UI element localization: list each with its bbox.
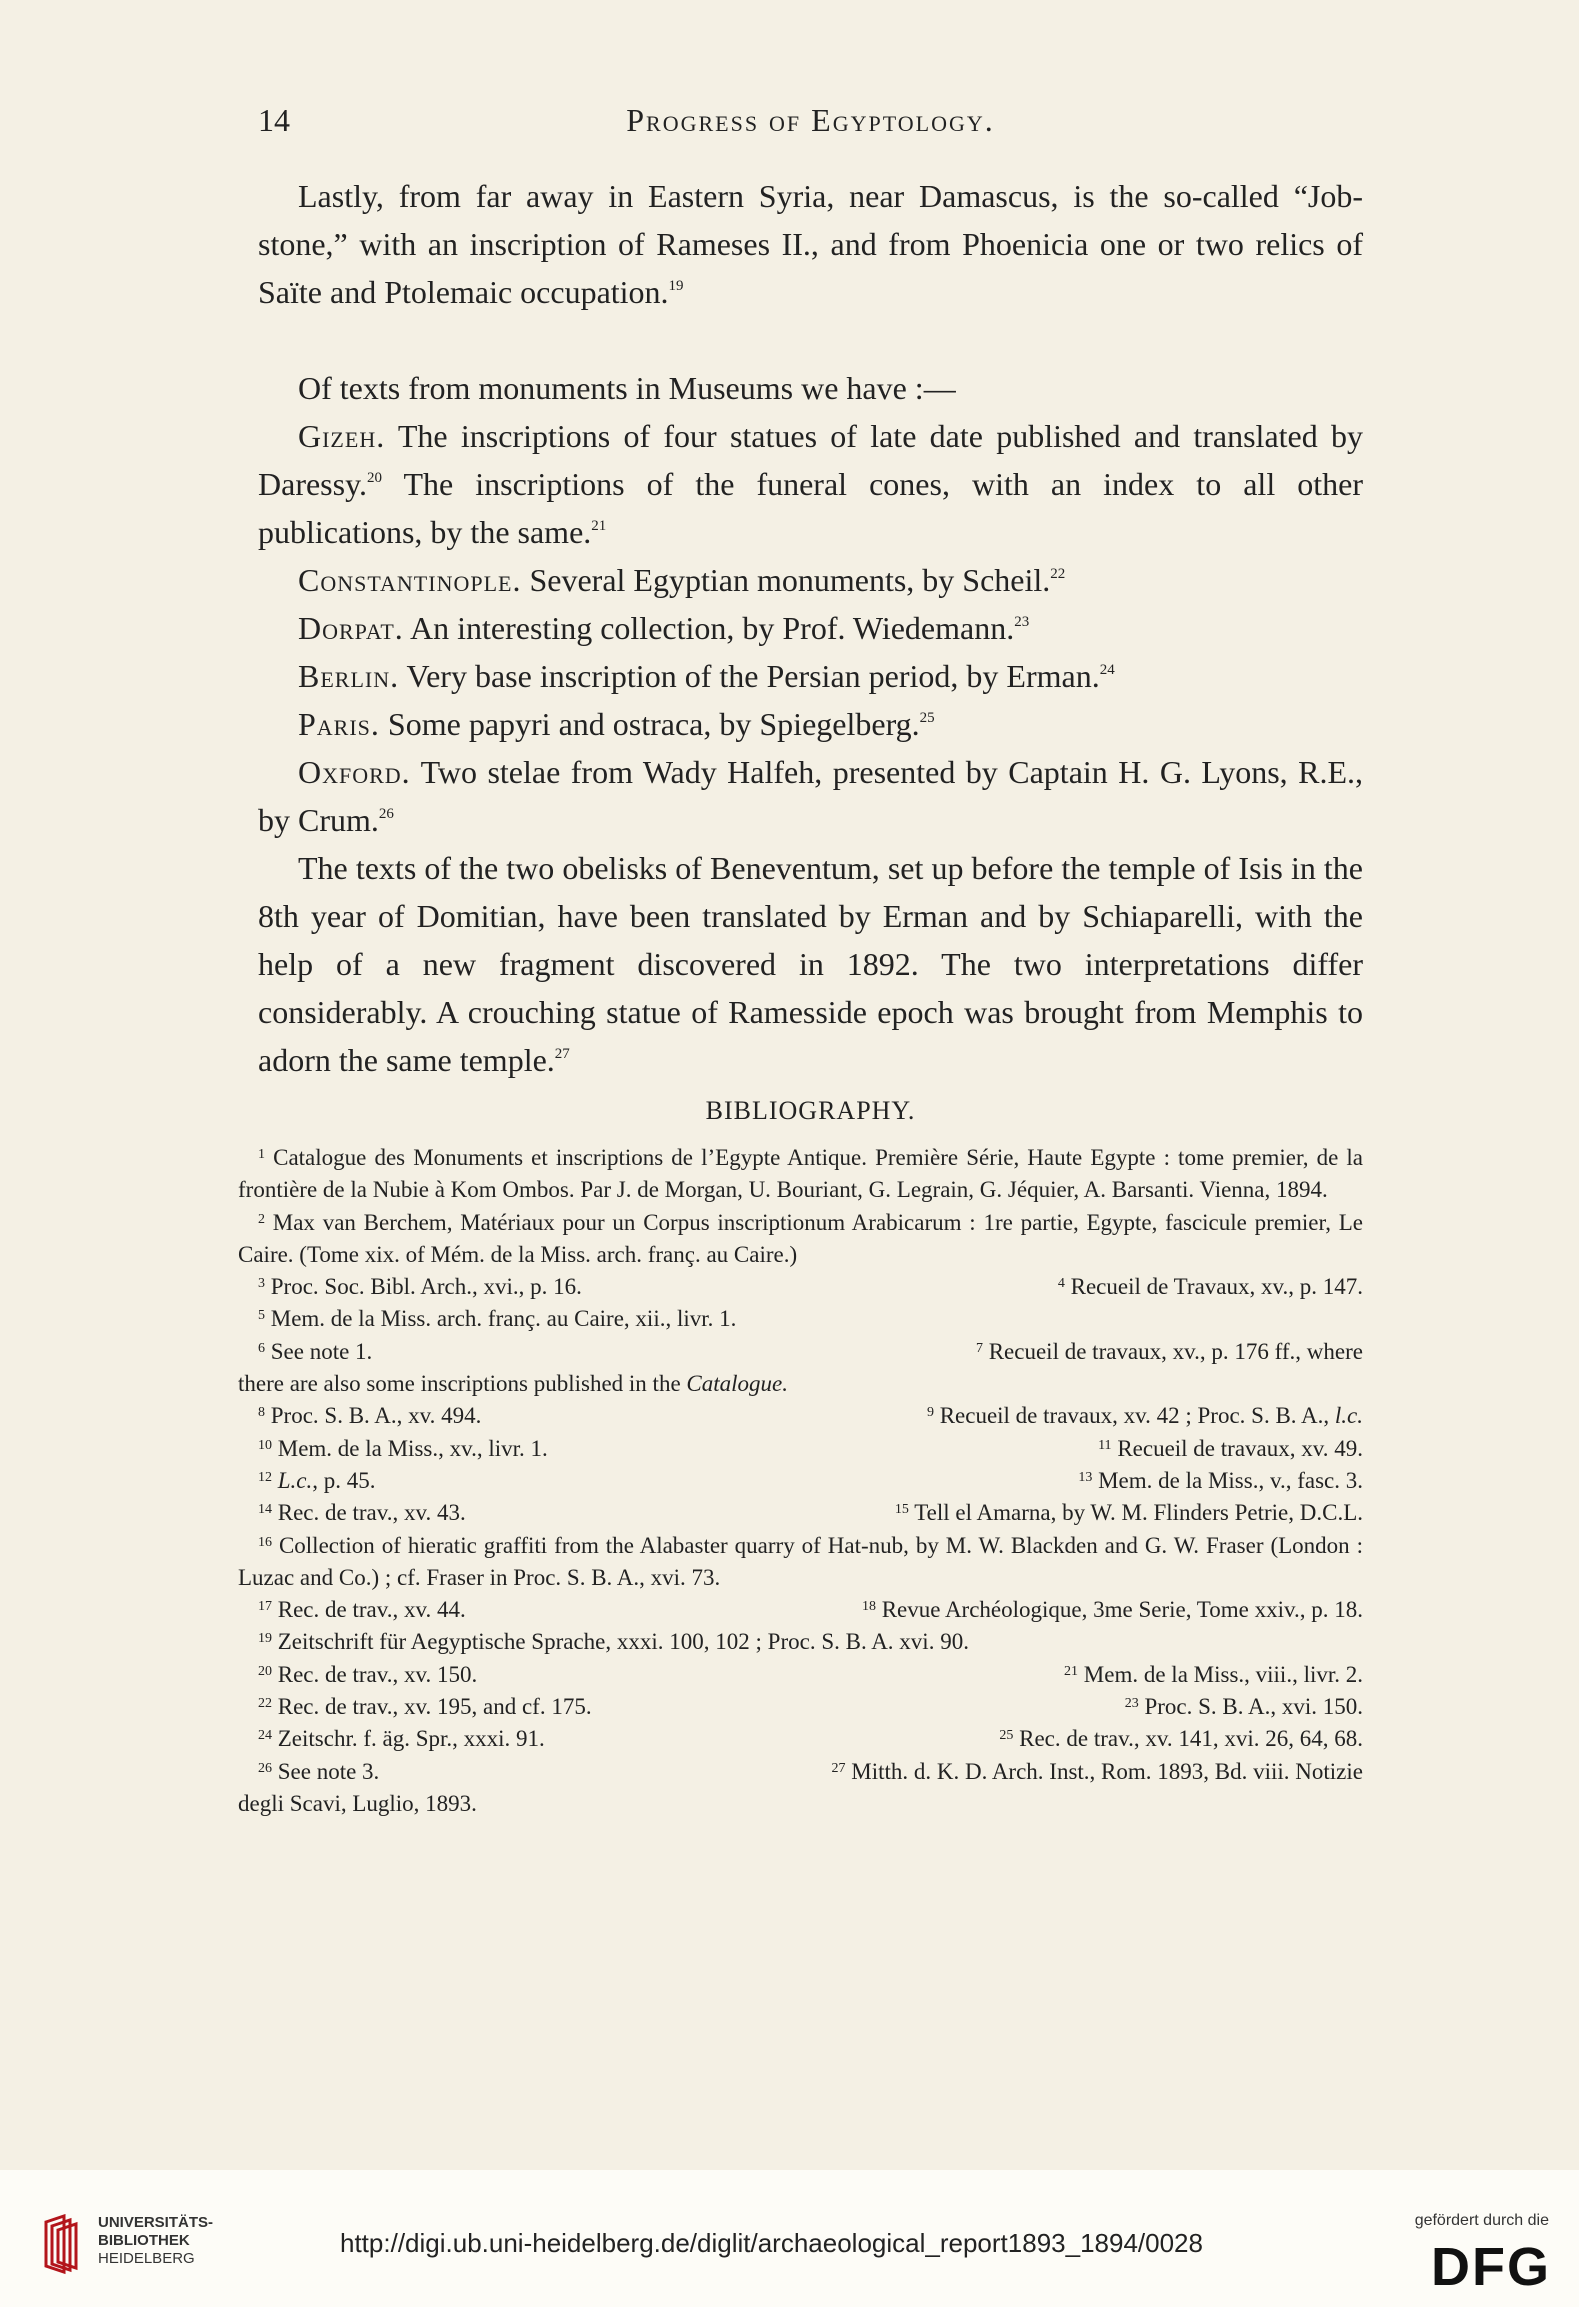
footnote: $^{22}$ Rec. de trav., xv. 195, and cf. 175. [258,1694,592,1720]
sponsor-caption: gefördert durch die [1414,2212,1549,2229]
museum-label: Oxford. [298,754,411,790]
museum-entry-oxford: Oxford. Two stelae from Wady Halfeh, presented by Captain H. G. Lyons, R.E., by Crum.$^{26}$ [258,754,1363,838]
viewer-footer [0,2170,1579,2307]
footnote: $^{25}$ Rec. de trav., xv. 141, xvi. 26, 64, 68. [999,1726,1363,1752]
footnote: $^{12}$ L.c., p. 45. [258,1467,376,1493]
museum-label: Constantinople. [298,562,522,598]
body-text [258,172,1363,1084]
footnote: $^{24}$ Zeitschr. f. äg. Spr., xxxi. 91. [258,1726,545,1752]
footnote: $^{20}$ Rec. de trav., xv. 150. [258,1661,478,1687]
museum-label: Paris. [298,706,380,742]
footnote: $^{10}$ Mem. de la Miss., xv., livr. 1. [258,1435,548,1461]
footnote-ref: 26 [378,806,394,822]
footnote-row [238,1303,1363,1335]
page-number: 14 [258,102,290,138]
footnote-row [238,1497,1363,1529]
footnote: $^{17}$ Rec. de trav., xv. 44. [258,1597,466,1623]
footnote-ref: 20 [367,470,382,486]
footnote-ref: 22 [1050,566,1066,582]
footnote: $^7$ Recueil de travaux, xv., p. 176 ff., where [975,1338,1363,1364]
footnote: $^6$ See note 1. [258,1338,373,1364]
footnote: $^5$ Mem. de la Miss. arch. franç. au Caire, xii., livr. 1. [258,1306,737,1332]
footnote-row [238,1659,1363,1691]
paragraph: The texts of the two obelisks of Beneventum, set up before the temple of Isis in the 8th year of Domitian, have been translated by Erman and by Schiaparelli, with the help of a new fragment discovered in 1892. The two interpretations differ considerably. A crouching statue of Ramesside epoch was brought from Memphis to adorn the same temple.$^{27}$ [258,850,1363,1078]
museum-label: Dorpat. [298,610,404,646]
footnote-row [238,1271,1363,1303]
footnote: $^1$ Catalogue des Monuments et inscriptions de l’Egypte Antique. Première Série, Haute Egypte : tome premier, de la frontière de la Nubie à Kom Ombos. Par J. de Morgan, U. Bouriant, G. Legrain, G. Jéquier, A. Barsanti. Vienna, 1894. [238,1145,1363,1203]
page-header [258,102,1363,148]
footnote-ref: 21 [591,518,607,534]
bibliography-title: BIBLIOGRAPHY. [705,1096,916,1125]
footnote: $^9$ Recueil de travaux, xv. 42 ; Proc. S. B. A., l.c. [926,1403,1363,1429]
footnote-ref: 24 [1099,662,1115,678]
paragraph: Lastly, from far away in Eastern Syria, near Damascus, is the so-called “Job-stone,” with an inscription of Rameses II., and from Phoenicia one or two relics of Saïte and Ptolemaic occupation.$^{19}$ [258,178,1363,310]
footnote: $^{11}$ Recueil de travaux, xv. 49. [1098,1435,1363,1461]
footnote: $^{23}$ Proc. S. B. A., xvi. 150. [1124,1694,1363,1720]
paragraph: Of texts from monuments in Museums we have :— [298,370,956,406]
footnote: $^2$ Max van Berchem, Matériaux pour un Corpus inscriptionum Arabicarum : 1re partie, Egypte, fascicule premier, Le Caire. (Tome xix. of Mém. de la Miss. arch. franç. au Caire.) [238,1209,1363,1267]
footnote-row [238,1465,1363,1497]
ub-heidelberg-logo-icon [40,2214,86,2276]
dfg-logo: DFG [1431,2237,1551,2297]
footnote: $^{19}$ Zeitschrift für Aegyptische Sprache, xxxi. 100, 102 ; Proc. S. B. A. xvi. 90. [258,1629,969,1655]
footnote-row [238,1400,1363,1432]
footnote: $^{13}$ Mem. de la Miss., v., fasc. 3. [1078,1467,1363,1493]
footnote-row [238,1626,1363,1658]
bibliography-notes [238,1142,1363,1820]
permalink-url[interactable]: http://digi.ub.uni-heidelberg.de/diglit/archaeological_report1893_1894/0028 [340,2228,1203,2258]
footnote-continuation: degli Scavi, Luglio, 1893. [238,1790,477,1816]
museum-entry-paris: Paris. Some papyri and ostraca, by Spiegelberg.$^{25}$ [298,706,935,742]
footnote-row [238,1594,1363,1626]
footnote-row [238,1691,1363,1723]
footnote: $^8$ Proc. S. B. A., xv. 494. [258,1403,482,1429]
footnote-ref: 23 [1014,614,1030,630]
museum-entry-gizeh: Gizeh. The inscriptions of four statues of late date published and translated by Daressy.$^{20}$ The inscriptions of the funeral cones, with an index to all other publications, by the same.$^{21}$ [258,418,1363,550]
footnote-row [238,1756,1363,1788]
footnote: $^{14}$ Rec. de trav., xv. 43. [258,1500,466,1526]
running-title: Progress of Egyptology. [626,102,995,138]
footnote-row [238,1336,1363,1368]
footnote: $^4$ Recueil de Travaux, xv., p. 147. [1057,1274,1363,1300]
footnote: $^{27}$ Mitth. d. K. D. Arch. Inst., Rom. 1893, Bd. viii. Notizie [831,1758,1363,1784]
footnote-row [238,1723,1363,1755]
museum-label: Berlin. [298,658,400,694]
library-name: UNIVERSITÄTS- BIBLIOTHEK HEIDELBERG [98,2214,214,2267]
footnote-continuation: there are also some inscriptions published in the Catalogue. [238,1371,788,1397]
footnote-ref: 27 [554,1046,570,1062]
footnote-ref: 25 [919,710,935,726]
footnote: $^{21}$ Mem. de la Miss., viii., livr. 2. [1064,1661,1363,1687]
footnote: $^{26}$ See note 3. [258,1758,380,1784]
footnote: $^{18}$ Revue Archéologique, 3me Serie, Tome xxiv., p. 18. [861,1597,1363,1623]
footnote: $^3$ Proc. Soc. Bibl. Arch., xvi., p. 16. [258,1274,582,1300]
museum-entry-dorpat: Dorpat. An interesting collection, by Prof. Wiedemann.$^{23}$ [298,610,1030,646]
footnote-row [238,1433,1363,1465]
footnote-ref: 19 [668,278,684,294]
footnote: $^{16}$ Collection of hieratic graffiti from the Alabaster quarry of Hat-nub, by M. W. Blackden and G. W. Fraser (London : Luzac and Co.) ; cf. Fraser in Proc. S. B. A., xvi. 73. [238,1532,1363,1590]
museum-entry-constantinople: Constantinople. Several Egyptian monuments, by Scheil.$^{22}$ [298,562,1066,598]
museum-label: Gizeh. [298,418,386,454]
museum-entry-berlin: Berlin. Very base inscription of the Persian period, by Erman.$^{24}$ [298,658,1115,694]
footnote: $^{15}$ Tell el Amarna, by W. M. Flinders Petrie, D.C.L. [894,1500,1363,1526]
